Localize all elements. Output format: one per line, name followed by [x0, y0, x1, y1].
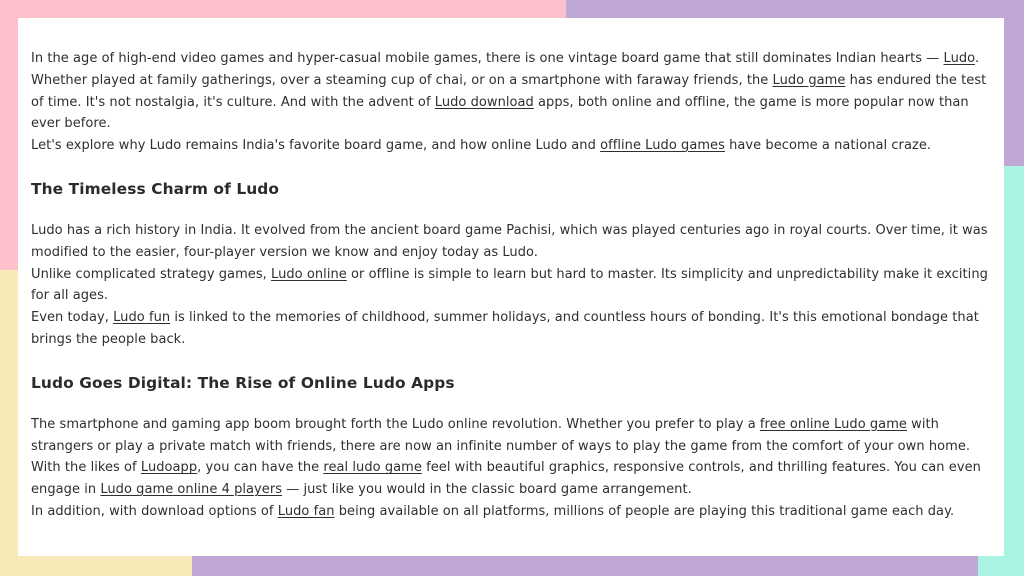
link-offline-ludo-games[interactable]: offline Ludo games	[600, 138, 725, 154]
section-heading-timeless-charm: The Timeless Charm of Ludo	[31, 179, 280, 198]
text: . Whether played at family gatherings, over a steaming cup of chai, or on a smartphone with faraway friends, the	[31, 51, 980, 88]
text: with strangers or play a private match with friends, there are now an infinite number of ways to play the game from the comfort of your own home.	[31, 416, 971, 454]
link-free-online-ludo-game[interactable]: free online Ludo game	[759, 416, 907, 432]
link-ludo-fan[interactable]: Ludo fan	[277, 503, 335, 519]
text: is linked to the memories of childhood, summer holidays, and countless hours of bonding. It's this emotional bondage that brings the people back.	[31, 310, 979, 347]
link-real-ludo-game[interactable]: real ludo game	[323, 460, 422, 476]
text: have become a national craze.	[724, 138, 932, 154]
section2-paragraph-1	[31, 414, 991, 458]
spacer	[31, 157, 991, 178]
link-ludo-online[interactable]: Ludo online	[271, 266, 347, 282]
text: In the age of high-end video games and hyper-casual mobile games, there is one vintage board game that still dominates Indian hearts —	[31, 51, 944, 66]
article-card	[18, 18, 1004, 556]
intro-paragraph-2	[31, 135, 991, 157]
link-ludo-game-online-4-players[interactable]: Ludo game online 4 players	[100, 482, 283, 498]
text: apps, both online and offline, the game is more popular now than ever before.	[31, 94, 969, 132]
text: Unlike complicated strategy games,	[31, 266, 272, 282]
spacer	[31, 200, 991, 220]
text: The smartphone and gaming app boom brought forth the Ludo online revolution. Whether you prefer to play a	[31, 416, 760, 432]
section1-paragraph-3	[31, 307, 991, 351]
section1-paragraph-1: Ludo has a rich history in India. It evolved from the ancient board game Pachisi, which was played centuries ago in royal courts. Over time, it was modified to the easier, four-player version we know and enjoy today as Ludo.	[31, 222, 988, 260]
text: , you can have the	[197, 460, 324, 476]
text: — just like you would in the classic board game arrangement.	[282, 482, 692, 498]
link-ludo-fun[interactable]: Ludo fun	[113, 310, 171, 326]
text: or offline is simple to learn but hard to master. Its simplicity and unpredictability make it exciting for all ages.	[31, 266, 988, 304]
link-ludoapp[interactable]: Ludoapp	[140, 460, 198, 476]
intro-paragraph-1	[31, 48, 991, 135]
text: being available on all platforms, millions of people are playing this traditional game each day.	[334, 503, 955, 519]
link-ludo-game[interactable]: Ludo game	[772, 72, 846, 88]
spacer	[31, 394, 991, 414]
section2-paragraph-2	[31, 457, 991, 501]
text: feel with beautiful graphics, responsive controls, and thrilling features. You can even engage in	[31, 460, 981, 498]
text: Let's explore why Ludo remains India's favorite board game, and how online Ludo and	[31, 138, 601, 154]
text: With the likes of	[31, 460, 141, 476]
text: has endured the test of time. It's not nostalgia, it's culture. And with the advent of	[31, 72, 987, 110]
section-heading-ludo-goes-digital: Ludo Goes Digital: The Rise of Online Ludo Apps	[31, 373, 455, 392]
background-lavender-block-bottom	[192, 556, 978, 576]
link-ludo[interactable]: Ludo	[943, 51, 975, 66]
text: In addition, with download options of	[31, 503, 278, 519]
section1-paragraph-2	[31, 264, 991, 308]
section2-paragraph-3	[31, 501, 991, 523]
link-ludo-download[interactable]: Ludo download	[434, 94, 534, 110]
spacer	[31, 351, 991, 372]
text: Even today,	[31, 310, 114, 326]
